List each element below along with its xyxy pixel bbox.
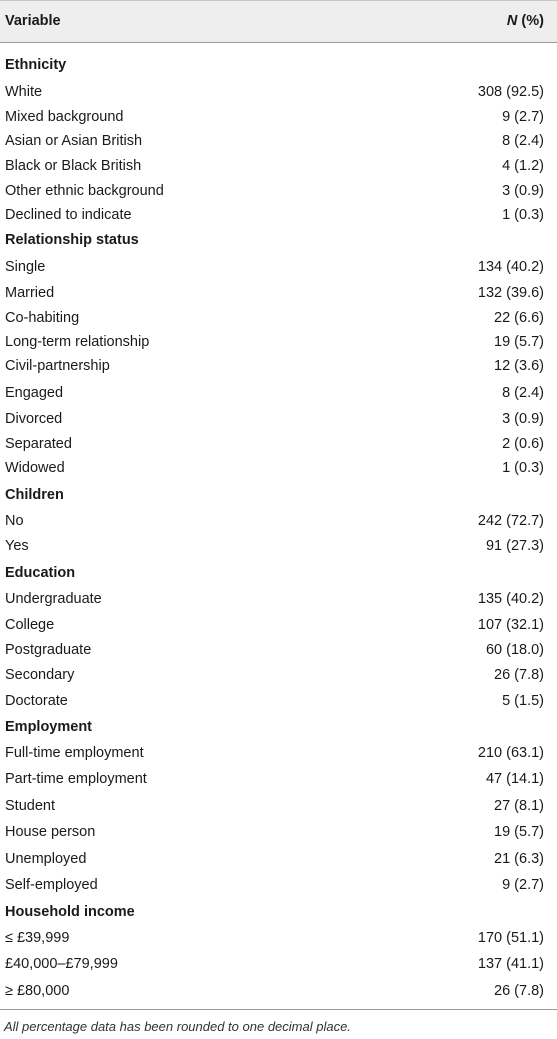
variable-label: Civil-partnership xyxy=(5,358,110,374)
count-percent-value: 3 (0.9) xyxy=(502,411,544,427)
table-row xyxy=(0,926,557,951)
variable-label: Undergraduate xyxy=(5,591,102,607)
variable-label: Full-time employment xyxy=(5,745,144,761)
variable-label: Widowed xyxy=(5,460,65,476)
variable-label: Declined to indicate xyxy=(5,207,132,223)
table-bottom-rule xyxy=(0,1009,557,1010)
variable-label: £40,000–£79,999 xyxy=(5,956,118,972)
variable-label: Yes xyxy=(5,538,29,554)
count-percent-value: 1 (0.3) xyxy=(502,460,544,476)
variable-label: Other ethnic background xyxy=(5,183,164,199)
variable-label: Divorced xyxy=(5,411,63,427)
table-row xyxy=(0,306,557,331)
variable-label: Postgraduate xyxy=(5,642,92,658)
table-row xyxy=(0,663,557,688)
variable-label: Student xyxy=(5,798,55,814)
count-percent-value: 137 (41.1) xyxy=(477,956,544,972)
count-percent-value: 60 (18.0) xyxy=(485,642,544,658)
count-percent-value: 2 (0.6) xyxy=(502,436,544,452)
table-row xyxy=(0,534,557,559)
count-percent-value: 26 (7.8) xyxy=(494,667,544,683)
table-row xyxy=(0,330,557,355)
table-row xyxy=(0,432,557,457)
table-row xyxy=(0,354,557,379)
table-row xyxy=(0,847,557,872)
n-symbol: N xyxy=(506,13,518,29)
count-percent-value: 9 (2.7) xyxy=(502,877,544,893)
variable-label: ≥ £80,000 xyxy=(5,983,70,999)
count-percent-value: 19 (5.7) xyxy=(494,334,544,350)
count-percent-value: 19 (5.7) xyxy=(494,824,544,840)
table-row xyxy=(0,689,557,714)
count-percent-value: 91 (27.3) xyxy=(485,538,544,554)
variable-label: Doctorate xyxy=(5,693,68,709)
count-percent-value: 3 (0.9) xyxy=(502,183,544,199)
table-row xyxy=(0,979,557,1004)
variable-label: Mixed background xyxy=(5,109,124,125)
table-row xyxy=(0,820,557,845)
table-row xyxy=(0,407,557,432)
section-heading: Relationship status xyxy=(5,232,139,248)
variable-label: Secondary xyxy=(5,667,75,683)
table-footnote: All percentage data has been rounded to one decimal place. xyxy=(4,1019,351,1034)
count-percent-value: 170 (51.1) xyxy=(477,930,544,946)
count-percent-column-header xyxy=(507,13,544,29)
count-percent-value: 47 (14.1) xyxy=(485,771,544,787)
variable-label: Co-habiting xyxy=(5,310,80,326)
section-row xyxy=(0,228,557,253)
table-row xyxy=(0,281,557,306)
count-percent-value: 12 (3.6) xyxy=(494,358,544,374)
section-row xyxy=(0,715,557,740)
count-percent-value: 1 (0.3) xyxy=(502,207,544,223)
variable-label: Part-time employment xyxy=(5,771,147,787)
count-percent-value: 134 (40.2) xyxy=(477,259,544,275)
table-row xyxy=(0,794,557,819)
count-percent-value: 132 (39.6) xyxy=(477,285,544,301)
table-row xyxy=(0,456,557,481)
table-row xyxy=(0,179,557,204)
count-percent-value: 5 (1.5) xyxy=(502,693,544,709)
table-row xyxy=(0,741,557,766)
section-row xyxy=(0,53,557,78)
count-percent-value: 9 (2.7) xyxy=(502,109,544,125)
variable-label: White xyxy=(5,84,43,100)
variable-label: Engaged xyxy=(5,385,64,401)
count-percent-value: 4 (1.2) xyxy=(502,158,544,174)
count-percent-value: 210 (63.1) xyxy=(477,745,544,761)
variable-label: No xyxy=(5,513,24,529)
table-row xyxy=(0,952,557,977)
variable-column-header: Variable xyxy=(5,13,61,29)
table-row xyxy=(0,80,557,105)
variable-label: Separated xyxy=(5,436,72,452)
table-row xyxy=(0,129,557,154)
section-heading: Household income xyxy=(5,904,135,920)
variable-label: Black or Black British xyxy=(5,158,142,174)
table-row xyxy=(0,255,557,280)
count-percent-value: 26 (7.8) xyxy=(494,983,544,999)
percent-suffix: (%) xyxy=(517,13,544,29)
count-percent-value: 21 (6.3) xyxy=(494,851,544,867)
table-row xyxy=(0,767,557,792)
table-row xyxy=(0,873,557,898)
section-row xyxy=(0,483,557,508)
count-percent-value: 107 (32.1) xyxy=(477,617,544,633)
count-percent-value: 22 (6.6) xyxy=(494,310,544,326)
count-percent-value: 8 (2.4) xyxy=(502,133,544,149)
count-percent-value: 135 (40.2) xyxy=(477,591,544,607)
count-percent-value: 8 (2.4) xyxy=(502,385,544,401)
table-row xyxy=(0,509,557,534)
variable-label: Asian or Asian British xyxy=(5,133,143,149)
variable-label: House person xyxy=(5,824,96,840)
table-row xyxy=(0,613,557,638)
table-row xyxy=(0,154,557,179)
variable-label: College xyxy=(5,617,55,633)
variable-label: Married xyxy=(5,285,55,301)
variable-label: Long-term relationship xyxy=(5,334,150,350)
count-percent-value: 27 (8.1) xyxy=(494,798,544,814)
variable-label: Self-employed xyxy=(5,877,98,893)
table-row xyxy=(0,105,557,130)
variable-label: Single xyxy=(5,259,46,275)
table-row xyxy=(0,638,557,663)
table-row xyxy=(0,587,557,612)
variable-label: Unemployed xyxy=(5,851,87,867)
table-row xyxy=(0,203,557,228)
section-heading: Employment xyxy=(5,719,93,735)
section-heading: Education xyxy=(5,565,76,581)
section-row xyxy=(0,900,557,925)
section-heading: Children xyxy=(5,487,64,503)
count-percent-value: 242 (72.7) xyxy=(477,513,544,529)
section-heading: Ethnicity xyxy=(5,57,67,73)
variable-label: ≤ £39,999 xyxy=(5,930,70,946)
table-header xyxy=(0,0,557,43)
count-percent-value: 308 (92.5) xyxy=(477,84,544,100)
section-row xyxy=(0,561,557,586)
table-row xyxy=(0,381,557,406)
